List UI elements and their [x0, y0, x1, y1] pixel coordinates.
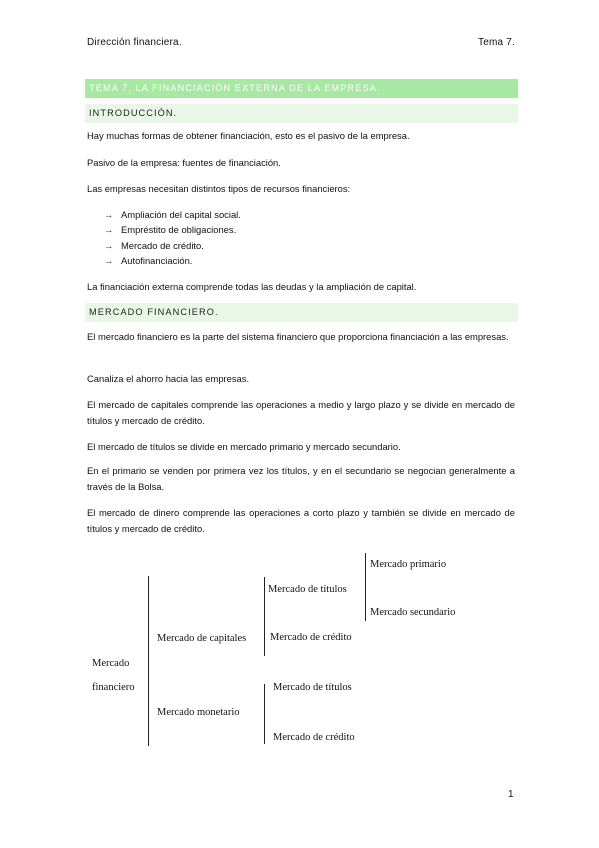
- diagram-secundario-label: Mercado secundario: [370, 607, 456, 618]
- intro-paragraph: Pasivo de la empresa: fuentes de financiación.: [87, 157, 281, 168]
- intro-paragraph: Hay muchas formas de obtener financiación, esto es el pasivo de la empresa.: [87, 130, 410, 141]
- chapter-title: TEMA 7. LA FINANCIACIÓN EXTERNA DE LA EMPRESA.: [85, 79, 518, 98]
- diagram-capitales-label: Mercado de capitales: [157, 633, 247, 644]
- mercado-paragraph: El mercado de títulos se divide en mercado primario y mercado secundario.: [87, 441, 401, 452]
- diagram-cap-credito-label: Mercado de crédito: [270, 632, 352, 643]
- mercado-paragraph: En el primario se venden por primera vez los títulos, y en el secundario se negocian generalmente a través de la Bolsa.: [87, 465, 515, 492]
- diagram-mon-credito-label: Mercado de crédito: [273, 732, 355, 743]
- diagram-primario-label: Mercado primario: [370, 559, 447, 570]
- mercado-paragraph: El mercado de capitales comprende las operaciones a medio y largo plazo y se divide en mercado de títulos y mercado de crédito.: [87, 399, 515, 426]
- arrow-right-icon: →: [104, 224, 114, 236]
- diagram-cap-titulos-label: Mercado de títulos: [268, 584, 347, 595]
- diagram-root-label: financiero: [92, 682, 135, 693]
- header-right: Tema 7.: [478, 37, 515, 48]
- intro-closing: La financiación externa comprende todas las deudas y la ampliación de capital.: [87, 281, 417, 292]
- list-item-text: Empréstito de obligaciones.: [121, 224, 237, 236]
- arrow-right-icon: →: [104, 209, 114, 220]
- arrow-right-icon: →: [104, 239, 114, 251]
- mercado-paragraph: Canaliza el ahorro hacia las empresas.: [87, 373, 250, 384]
- header-left: Dirección financiera.: [87, 37, 182, 48]
- diagram-monetario-label: Mercado monetario: [157, 707, 240, 718]
- arrow-right-icon: →: [104, 254, 114, 266]
- section-heading-intro: INTRODUCCIÓN.: [85, 104, 518, 123]
- mercado-paragraph: El mercado financiero es la parte del sistema financiero que proporciona financiación a las empresas.: [87, 331, 509, 342]
- list-item-text: Mercado de crédito.: [121, 239, 204, 251]
- diagram-root-label: Mercado: [92, 658, 130, 669]
- list-item-text: Autofinanciación.: [121, 254, 193, 266]
- diagram-mon-titulos-label: Mercado de títulos: [273, 682, 352, 693]
- intro-paragraph: Las empresas necesitan distintos tipos de recursos financieros:: [87, 183, 351, 194]
- mercado-paragraph: El mercado de dinero comprende las operaciones a corto plazo y también se divide en mercado de títulos y mercado de crédito.: [87, 507, 515, 534]
- section-heading-mercado: MERCADO FINANCIERO.: [85, 303, 518, 322]
- list-item-text: Ampliación del capital social.: [121, 209, 241, 220]
- page-number: 1: [508, 789, 514, 800]
